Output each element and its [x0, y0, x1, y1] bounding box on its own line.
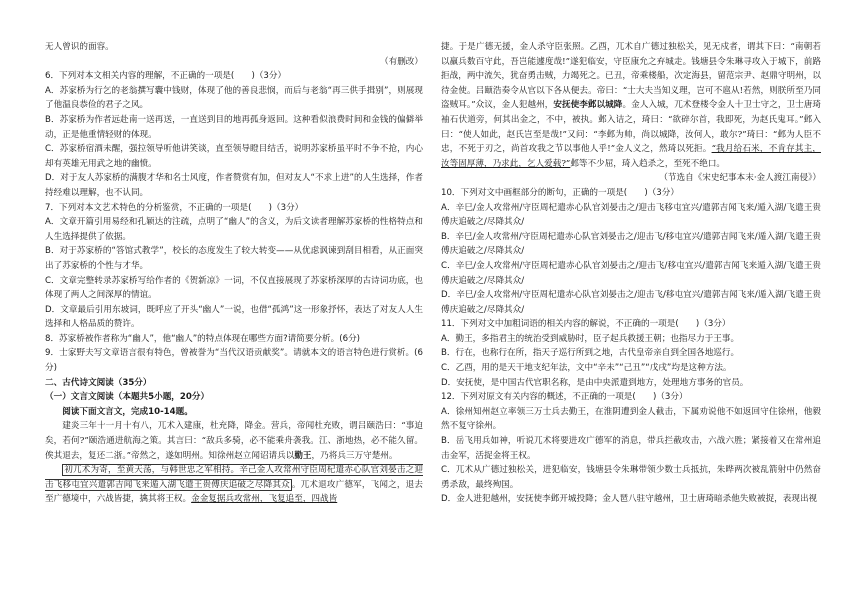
- text-segment: 建炎三年十一月十有八，兀术入建康，杜充降，降金。营兵，帝闻杜充败，谓吕颐浩曰：“事迫矣，若何?”颐浩通进航海之策。其言曰：“敌兵多骑，必不能乘舟袭我。江、浙地热，必不能久留。俟其退去，复还二浙。”帝然之，遂如明州。知徐州赵立闻诏请兵以: [45, 421, 423, 461]
- question-11-option-a: A．勤王，多指君主的统治受到威胁时，臣子起兵救援王朝；也指尽力于王事。: [441, 333, 740, 344]
- question-11: 11．下列对文中加粗词语的相关内容的解说，不正确的一项是( )（3分）: [441, 319, 731, 330]
- edit-note: （有删改）: [380, 56, 423, 67]
- question-12-option-c: C．兀术从广德过独松关，进犯临安，钱塘县令朱琳带领少数士兵抵抗，朱晔两次被乱箭射中仍然奋勇杀敌，最终殉国。: [441, 465, 821, 490]
- question-7-option-a: A．文章开篇引用易经和孔颖达的注疏，点明了“幽人”的含义，为后文读者理解苏家桥的性格特点和人生选择提供了依据。: [45, 217, 423, 242]
- question-11-option-b: B．行在，也称行在所，指天子巡行所到之地，古代皇帝亲自到全国各地巡行。: [441, 348, 740, 359]
- question-10-option-b: B．辛巳/金人攻常州/守臣周杞遣赤心队官刘晏击之/迎击飞/移屯宜兴/遣郭吉闻飞来/遁入湖/飞遣王贵傅庆追破之/尽降其众/: [441, 231, 821, 257]
- bold-term-qinwang: 勤王: [294, 450, 312, 461]
- question-7-option-c: C．文章完整转录苏家桥写给作者的《贺新凉》一词，不仅直接展现了苏家桥深厚的古诗词功底，也体现了两人之间深厚的情谊。: [45, 275, 423, 301]
- question-6: 6．下列对本文相关内容的理解，不正确的一项是( )（3分）: [45, 71, 287, 82]
- question-8: 8．苏家桥被作者称为“幽人”，他“幽人”的特点体现在哪些方面?请简要分析。(6分): [45, 333, 361, 344]
- question-7-option-b: B．对于苏家桥的“答馆式教学”，校长的态度发生了较大转变——从优虑讽谏到刮目相看，从正面突出了苏家桥的个性与才华。: [45, 246, 423, 271]
- question-7-option-d: D．文章最后引用东坡词，既呼应了开头“幽人”一说，也借“孤鸿”这一形象抒怀，表达了对友人人生选择和人格品质的赞许。: [45, 304, 423, 330]
- text-segment: 。兀术退攻广德军，飞闻之，退去至广德境中，六战皆捷，擒其将王权。: [45, 479, 423, 505]
- question-10-option-a: A．辛巳/金人攻常州/守臣周杞遣赤心队官刘晏击之/迎击飞移屯宜兴/遣郭吉闻飞来/遁入湖/飞遣王贵傅庆追破之/尽降其众/: [441, 202, 821, 228]
- question-12-option-d: D．金人进犯越州，安抚使李邺开城投降；金人琶八驻守越州，卫士唐琦暗杀他失败被捉，表现出视: [441, 494, 818, 505]
- question-6-option-d: D．对于友人苏家桥的满腹才华和名士风度，作者赞赏有加，但对友人“不求上进”的人生选择，作者持经难以理解，也不认同。: [45, 173, 423, 198]
- question-12-option-b: B．岳飞用兵如神，听说兀术将要进攻广德军的消息，带兵拦截攻击，六战六胜；紧接着又在常州追击金军，活捉金将王权。: [441, 436, 821, 461]
- passage-end-line: 无人曾识的面容。: [45, 42, 114, 52]
- classical-text-p2: [45, 463, 423, 507]
- question-6-option-c: C．苏家桥宿酒未醒，强拉领导听他讲笑谈，直至领导瞪目结舌，说明苏家桥虽平时不争不抢，内心却有英雄无用武之地的幽愤。: [45, 144, 423, 169]
- question-10-option-d: D．辛巳/金人攻常州/守臣周杞遣赤心队官刘晏击之/迎击飞/移屯宜兴/遣郭吉闻飞来/遁入湖/飞遣王贵傅庆追破之/尽降其众/: [441, 290, 821, 315]
- reading-instruction: 阅读下面文言文，完成10-14题。: [62, 406, 193, 417]
- question-11-option-c: C．乙酉，用的是天干地支纪年法，文中“辛未”“己丑”“戊戌”均是这种方法。: [441, 363, 732, 374]
- question-6-option-a: A．苏家桥为行乞的老翁撰写囊中钱财，体现了他的善良悲悯，而后与老翁“再三供手揖别”，则展现了他温良恭俭的君子之风。: [45, 85, 423, 111]
- question-7: 7．下列对本文艺术特色的分析鉴赏，不正确的一项是( )（3分）: [45, 202, 304, 213]
- boxed-passage: 初兀术为寄，至黄天荡，与韩世忠之军相持。辛己金人攻常州守臣周杞遣赤心队官刘晏击之迎击飞移屯宜兴遣郭吉闻飞来遁入湖飞遣王贵傅庆追破之尽降其众: [45, 465, 423, 490]
- right-column: [441, 40, 821, 507]
- classical-text-p3: [441, 40, 821, 171]
- question-6-option-b: B．苏家桥为作者远赴南一送再送，一直送到目的地再孤身返回。这种看似浪费时间和金钱的偏僻举动，正是他重情轻财的体现。: [45, 114, 423, 140]
- question-12-option-a: A．徐州知州赵立率领三万士兵去勤王，在淮阴遭到金人截击，下属劝说他不如返回守住徐州，他毅然不复守徐州。: [441, 406, 821, 432]
- underlined-passage: “我月给石米，不肯存其主，汝等固厚薄，乃求此，乞人爱载?”: [441, 144, 821, 169]
- question-10-option-c: C．辛巳/金人攻常州/守臣周杞遣赤心队官刘晏击之/迎击飞/移屯宜兴/遣郭吉闻飞来遁入湖/飞遣王贵傅庆追破之/尽降其众/: [441, 260, 821, 286]
- text-segment: 。金人入城，兀术登楼令金人十卫士守之，卫士唐琦袖石伏道旁，何其出金之，不中，被执。邺入诘之，琦曰：“欲碎尔首，我即死，为赵氏鬼耳。”邺入曰：“使人如此，赵氏岂至是哉!”又问：“李邺为帅，尚以城降，汝何人，敢尔?”琦曰：“邺为人臣不忠，不死于刃之，尚首攻我之节以事他人乎!”金人义之，然琦以死拒。: [441, 100, 821, 155]
- source-note: （节选自《宋史纪事本末·金人渡江南侵》）: [659, 173, 821, 184]
- left-column: [45, 40, 423, 507]
- bold-term-anfushi: 安抚使李邺以城降: [553, 100, 623, 111]
- underlined-passage: 金金复据兵攻常州，飞复追至，四战皆: [191, 494, 338, 505]
- question-10: 10．下列对文中画框部分的断句，正确的一项是( )（3分）: [441, 187, 679, 198]
- classical-text-p1: [45, 419, 423, 463]
- question-9: 9．士家野夫写文章语言很有特色，曾被誉为“当代汉语贡献奖”。请就本文的语言特色进行赏析。(6分): [45, 348, 423, 374]
- question-12: 12．下列对原文有关内容的概述，不正确的一项是( )（3分）: [441, 392, 688, 403]
- section-2-heading: 二、古代诗文阅读（35分）: [45, 377, 152, 388]
- section-2a-heading: （一）文言文阅读（本题共5小题，20分）: [45, 392, 210, 403]
- question-11-option-d: D．安抚使，是中国古代官职名称，是由中央派遣到地方，处理地方事务的官员。: [441, 377, 749, 388]
- text-segment: ，乃将兵三万守楚州。: [311, 450, 398, 461]
- text-segment: 捷。于是广德无援，金人杀守臣张照。乙酉，兀术自广德过独松关，见无戍者，谓其下曰：“南朝若以羸兵数百守此，吾岂能遽度哉!”遂犯临安，守臣康允之弃城走。钱塘县令朱琳寻攻入于城下，前路拒战，两中流矢，犹奋勇击贼，力竭死之。已丑，帝乘楼船，次定海县，留范宗尹、赵鼎守明州，以待金使。吕颐浩奏令从官以下各从便去。帝曰：“士大夫当知义理，岂可不扈从!若然，则朕所至乃同盗贼耳。”众议，金人犯越州，: [441, 42, 821, 111]
- text-segment: 邺等不少屈，琦入趋杀之，至死不绝口。: [570, 158, 726, 169]
